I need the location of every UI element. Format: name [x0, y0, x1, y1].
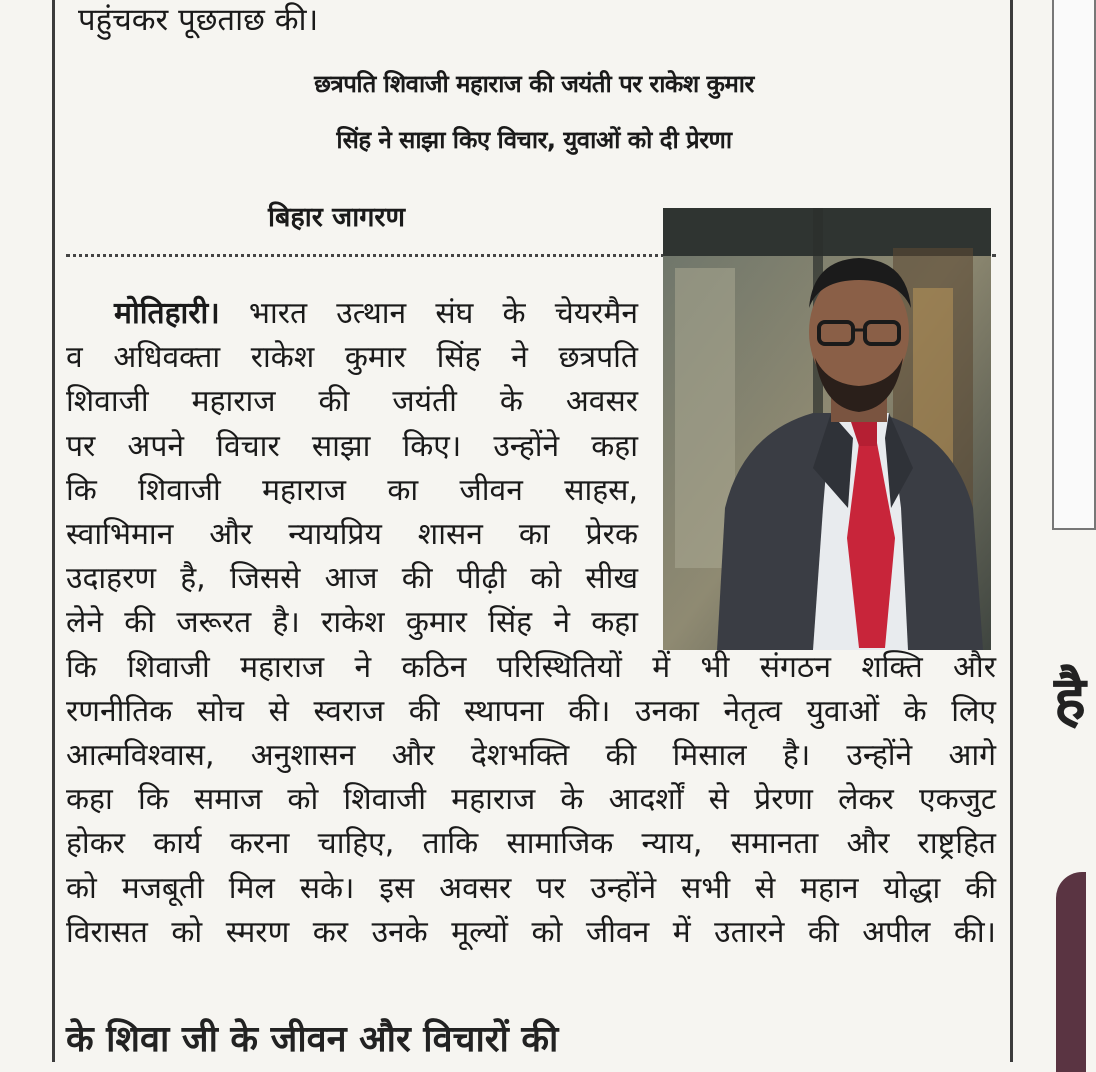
- headline-line-2: सिंह ने साझा किए विचार, युवाओं को दी प्रेरणा: [336, 126, 732, 154]
- body-line: कि शिवाजी महाराज का जीवन साहस,: [66, 472, 638, 508]
- right-column-rule: [1010, 0, 1013, 1062]
- body-line: उदाहरण है, जिससे आज की पीढ़ी को सीख: [66, 561, 638, 597]
- headline: [62, 56, 1006, 168]
- previous-article-fragment: पहुंचकर पूछताछ की।: [78, 2, 319, 38]
- body-line: रणनीतिक सोच से स्वराज की स्थापना की। उनका नेतृत्व युवाओं के लिए: [66, 693, 996, 729]
- next-article-fragment: के शिवा जी के जीवन और विचारों की: [66, 1019, 559, 1060]
- portrait-photo: [663, 208, 991, 650]
- body-line: आत्मविश्वास, अनुशासन और देशभक्ति की मिसाल है। उन्होंने आगे: [66, 738, 996, 773]
- body-line: पर अपने विचार साझा किए। उन्होंने कहा: [66, 428, 638, 464]
- body-line: व अधिवक्ता राकेश कुमार सिंह ने छत्रपति: [66, 340, 638, 376]
- body-line: कि शिवाजी महाराज ने कठिन परिस्थितियों में भी संगठन शक्ति और: [66, 649, 996, 685]
- body-line: शिवाजी महाराज की जयंती के अवसर: [66, 384, 638, 420]
- adjacent-column-box: [1052, 0, 1096, 530]
- adjacent-column-glyph: है: [1054, 664, 1086, 734]
- body-line: मोतिहारी। भारत उत्थान संघ के चेयरमैन: [114, 296, 638, 331]
- body-line: को मजबूती मिल सके। इस अवसर पर उन्होंने सभी से महान योद्धा की: [66, 870, 996, 906]
- body-line: स्वाभिमान और न्यायप्रिय शासन का प्रेरक: [66, 517, 638, 552]
- body-line: होकर कार्य करना चाहिए, ताकि सामाजिक न्याय, समानता और राष्ट्रहित: [66, 826, 996, 862]
- left-column-rule: [52, 0, 55, 1062]
- headline-line-1: छत्रपति शिवाजी महाराज की जयंती पर राकेश कुमार: [314, 70, 754, 98]
- adjacent-column-bar: [1056, 872, 1086, 1072]
- body-line: विरासत को स्मरण कर उनके मूल्यों को जीवन में उतारने की अपील की।: [66, 914, 996, 950]
- byline: बिहार जागरण: [268, 202, 405, 233]
- body-line: कहा कि समाज को शिवाजी महाराज के आदर्शों से प्रेरणा लेकर एकजुट: [66, 782, 996, 818]
- dateline: मोतिहारी।: [114, 296, 220, 331]
- body-line: लेने की जरूरत है। राकेश कुमार सिंह ने कहा: [66, 605, 638, 641]
